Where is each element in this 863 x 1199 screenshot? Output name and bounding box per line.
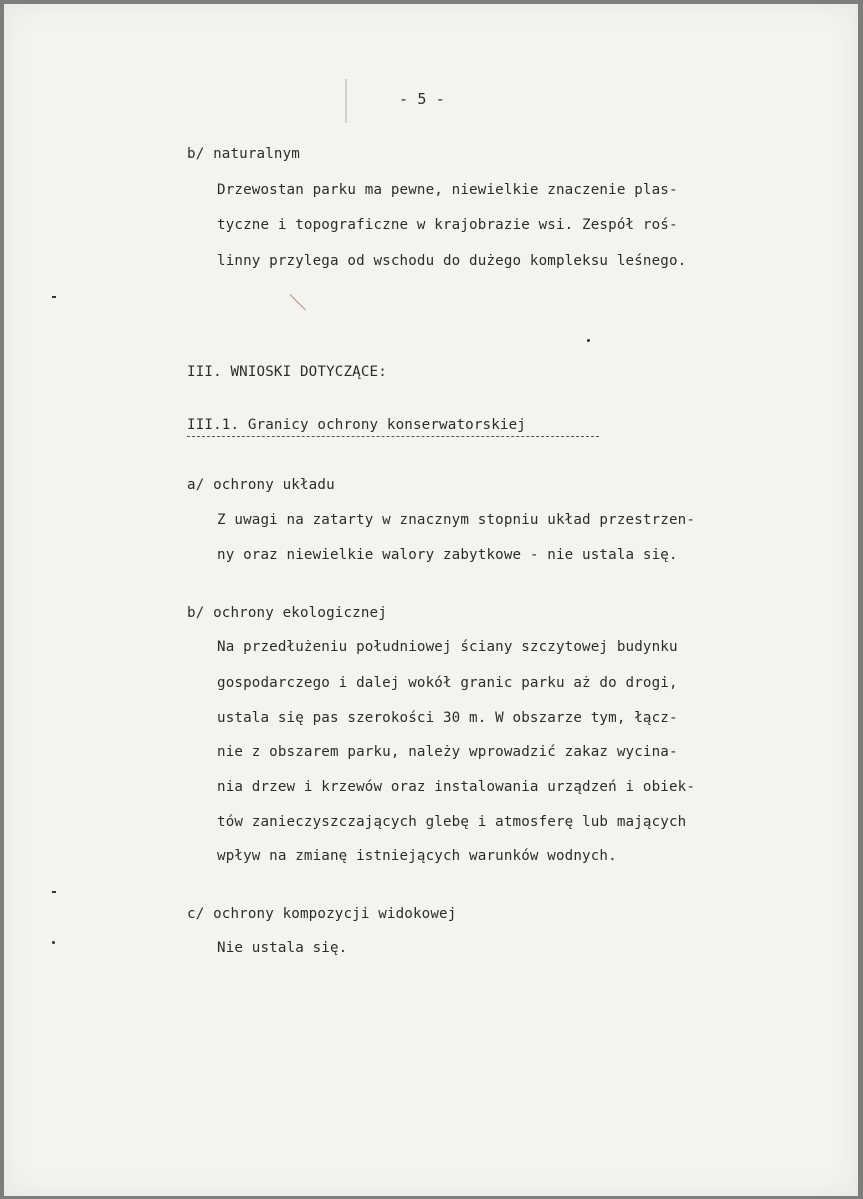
paragraph-line: Z uwagi na zatarty w znacznym stopniu układ przestrzen-	[217, 512, 696, 528]
section-iii-heading: III. WNIOSKI DOTYCZĄCE:	[187, 364, 387, 380]
paragraph-line: Na przedłużeniu południowej ściany szczytowej budynku	[217, 639, 678, 655]
section-iii-1-subheading: III.1. Granicy ochrony konserwatorskiej	[187, 417, 526, 433]
section-b-natural-heading: b/ naturalnym	[187, 146, 300, 162]
binder-line	[345, 79, 347, 123]
pen-stroke	[290, 294, 306, 310]
paragraph-line: tyczne i topograficzne w krajobrazie wsi. Zespół roś-	[217, 217, 678, 233]
paragraph-line: tów zanieczyszczających glebę i atmosferę lub mających	[217, 814, 687, 830]
paragraph-line: linny przylega od wschodu do dużego kompleksu leśnego.	[217, 253, 687, 269]
paragraph-line: ny oraz niewielkie walory zabytkowe - nie ustala się.	[217, 547, 678, 563]
margin-mark	[52, 891, 56, 893]
paragraph-line: nie z obszarem parku, należy wprowadzić zakaz wycina-	[217, 744, 678, 760]
margin-mark	[52, 941, 55, 944]
section-b-ecological-heading: b/ ochrony ekologicznej	[187, 605, 387, 621]
page-number: - 5 -	[399, 90, 445, 108]
ink-dot	[587, 339, 590, 342]
paragraph-line: wpływ na zmianę istniejących warunków wodnych.	[217, 848, 617, 864]
paragraph-line: nia drzew i krzewów oraz instalowania urządzeń i obiek-	[217, 779, 696, 795]
margin-mark	[52, 296, 56, 298]
paragraph-line: Drzewostan parku ma pewne, niewielkie znaczenie plas-	[217, 182, 678, 198]
paragraph-line: ustala się pas szerokości 30 m. W obszarze tym, łącz-	[217, 710, 678, 726]
section-a-heading: a/ ochrony układu	[187, 477, 335, 493]
subheading-underline	[187, 436, 599, 437]
section-c-heading: c/ ochrony kompozycji widokowej	[187, 906, 457, 922]
paragraph-line: Nie ustala się.	[217, 940, 348, 956]
document-page	[4, 4, 858, 1196]
paragraph-line: gospodarczego i dalej wokół granic parku aż do drogi,	[217, 675, 678, 691]
